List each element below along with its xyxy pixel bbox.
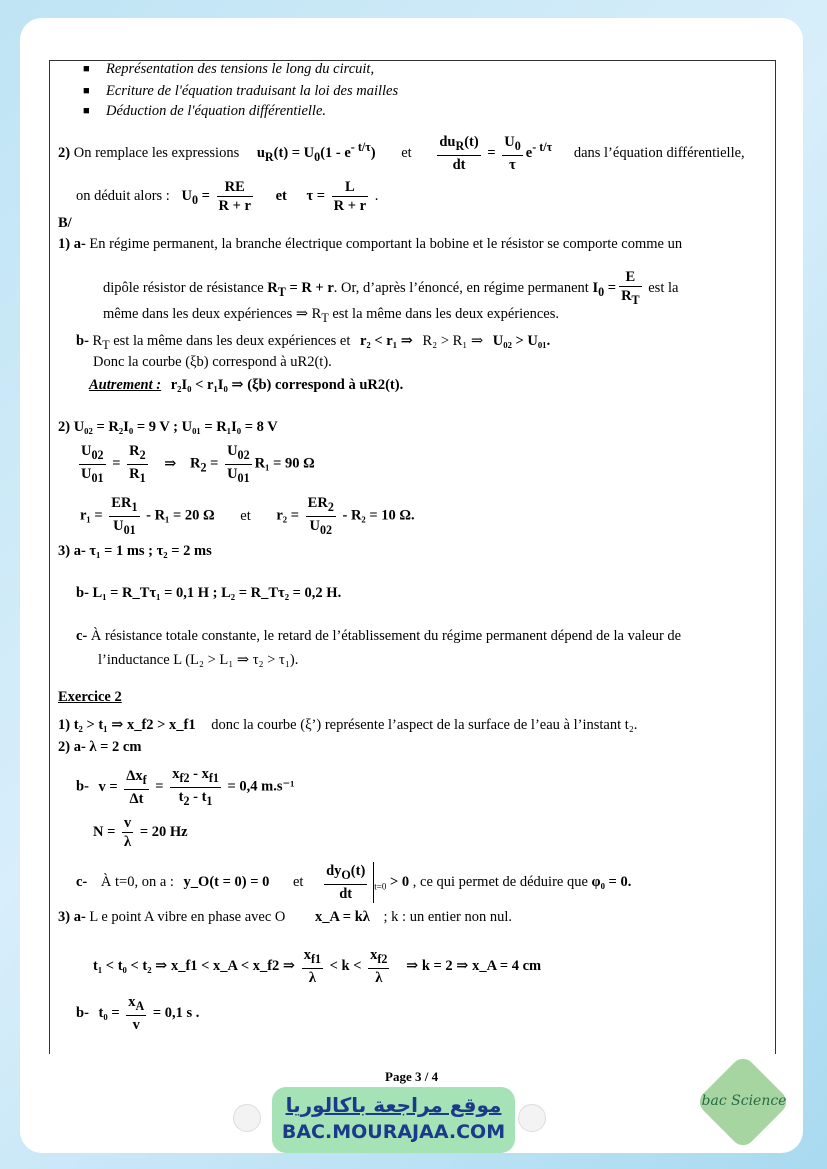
ex2-q3a-line1: 3) a- L e point A vibre en phase avec O x_A = kλ ; k : un entier non nul. — [58, 909, 512, 925]
ex2-q2b: b- v = $\frac{\Delta x_f}{\Delta t}$ = $\frac{x_{f2} - x_{f1}}{t_2 - t_1}$ = 0,4 m.s⁻¹ — [76, 766, 295, 808]
b1a-line2: dipôle résistor de résistance $R_T = R + r$. Or, d’après l’énoncé, en régime permanent $I_0$ = $\frac{E}{R_T}$ est la — [103, 269, 679, 307]
q2-r-values: r₁ = $\frac{ER_1}{U_{01}}$ - R₁ = 20 Ω et r₂ = $\frac{ER_2}{U_{02}}$ - R₂ = 10 Ω. — [80, 495, 415, 537]
b1a-line3: même dans les deux expériences ⇒ $R_T$ est la même dans les deux expériences. — [103, 306, 560, 325]
b1a-line1: 1) a- En régime permanent, la branche électrique comportant la bobine et le résistor se comporte comme un — [58, 236, 683, 252]
ex2-q2c: c- À t=0, on a : y_O(t = 0) = 0 et $\frac{dy_O(t)}{dt}$ $_{t=0}$ > 0 , ce qui permet de déduire que φ₀ = 0. — [76, 863, 632, 902]
b1b-line3: Autrement : r₂I₀ < r₁I₀ ⇒ (ξb) correspond à uR2(t). — [89, 377, 404, 393]
bullet-text: Représentation des tensions le long du circuit, — [106, 61, 375, 77]
ex2-q2a: 2) a- λ = 2 cm — [58, 739, 142, 755]
bullet-icon: ■ — [83, 105, 90, 117]
q3a: 3) a- τ₁ = 1 ms ; τ₂ = 2 ms — [58, 543, 212, 559]
section-b-title: B/ — [58, 215, 72, 231]
bac-science-logo-text: bac Science — [701, 1093, 787, 1109]
bullet-icon: ■ — [83, 85, 90, 97]
exercise2-title: Exercice 2 — [58, 689, 122, 705]
q2-line1: 2) U₀₂ = R₂I₀ = 9 V ; U₀₁ = R₁I₀ = 8 V — [58, 419, 278, 435]
b1b-line2: Donc la courbe (ξb) correspond à uR2(t). — [93, 354, 332, 370]
bullet-text: Déduction de l'équation différentielle. — [106, 103, 327, 119]
site-logo-icon — [518, 1104, 546, 1132]
bullet-text: Ecriture de l'équation traduisant la loi des mailles — [106, 83, 399, 99]
ex2-q3b: b- t₀ = $\frac{x_A}{v}$ = 0,1 s . — [76, 994, 200, 1033]
q3c-line2: l’inductance L (L₂ > L₁ ⇒ τ₂ > τ₁). — [98, 652, 299, 668]
ex2-q1: 1) t₂ > t₁ ⇒ x_f2 > x_f1 donc la courbe (ξ’) représente l’aspect de la surface de l’eau à l’instant t₂. — [58, 717, 638, 733]
part2-line2: on déduit alors : $U_0$ = $\frac{RE}{R + r}$ et τ = $\frac{L}{R + r}$ . — [76, 179, 379, 214]
banner-arabic-title: موقع مراجعة باكالوريا — [285, 1093, 502, 1117]
site-banner[interactable] — [272, 1087, 515, 1153]
banner-site-url: BAC.MOURAJAA.COM — [281, 1121, 506, 1143]
ex2-N: N = $\frac{v}{\lambda}$ = 20 Hz — [93, 815, 188, 850]
ex2-q3a-line2: t₁ < t₀ < t₂ ⇒ x_f1 < x_A < x_f2 ⇒ $\frac{x_{f1}}{\lambda}$ < k < $\frac{x_{f2}}{\lambda}$ ⇒ k = 2 ⇒ x_A = 4 cm — [93, 947, 542, 986]
q2-ratio: $\frac{U_{02}}{U_{01}}$ = $\frac{R_2}{R_1}$ ⇒ $R_2$ = $\frac{U_{02}}{U_{01}}$ R₁ = 90 Ω — [81, 443, 315, 485]
site-logo-icon — [233, 1104, 261, 1132]
bullet-icon: ■ — [83, 63, 90, 75]
q3c-line1: c- À résistance totale constante, le retard de l’établissement du régime permanent dépend de la valeur de — [76, 628, 682, 644]
part2-line1: 2) On remplace les expressions $u_R(t) = U_0(1 - e^{- t/\tau})$ et $\frac{du_R(t)}{dt}$ = $\frac{U_0}{\tau}$ $e^{- t/\tau}$ dans l’équation différentielle, — [58, 134, 745, 173]
b1b-line1: b- $R_T$ est la même dans les deux expériences et r₂ < r₁ ⇒ R₂ > R₁ ⇒ U₀₂ > U₀₁. — [76, 333, 551, 352]
q3b: b- L₁ = R_Tτ₁ = 0,1 H ; L₂ = R_Tτ₂ = 0,2 H. — [76, 585, 342, 601]
page-number: Page 3 / 4 — [385, 1069, 439, 1084]
